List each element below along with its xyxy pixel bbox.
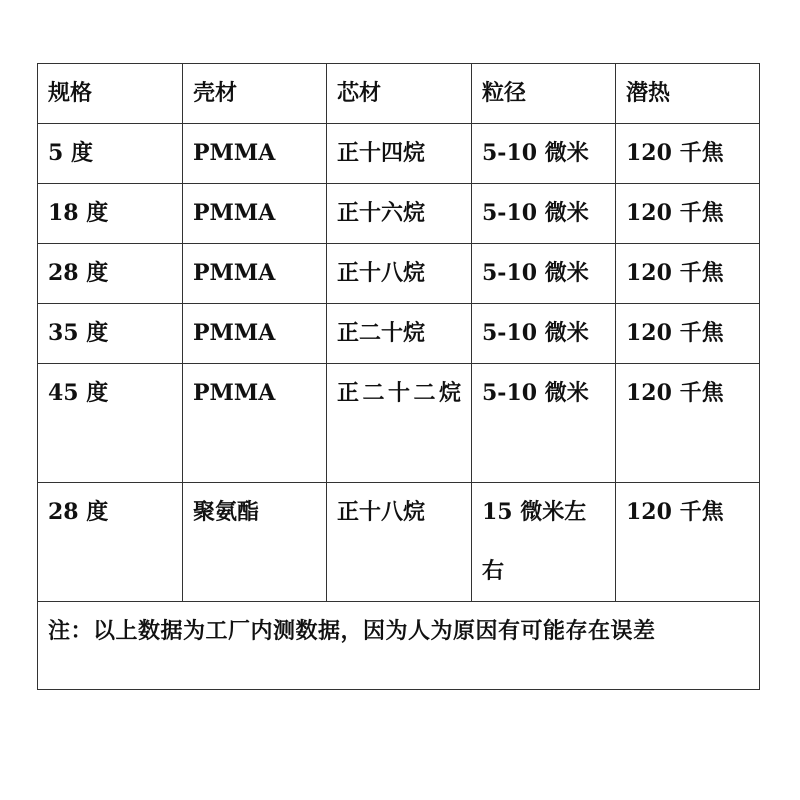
table-row [38, 124, 760, 184]
note-row [38, 602, 760, 690]
cell-spec: 45 度 [38, 364, 183, 483]
cell-core: 正二十烷 [327, 304, 472, 364]
cell-size: 5-10 微米 [472, 244, 616, 304]
cell-core: 正十六烷 [327, 184, 472, 244]
cell-heat: 120 千焦 [616, 244, 760, 304]
spec-table [37, 63, 760, 690]
cell-shell: PMMA [183, 124, 327, 184]
cell-core: 正十八烷 [327, 483, 472, 602]
cell-shell: PMMA [183, 364, 327, 483]
header-core-material: 芯材 [327, 64, 472, 124]
table-note: 注：以上数据为工厂内测数据，因为人为原因有可能存在误差 [38, 602, 760, 690]
header-shell-material: 壳材 [183, 64, 327, 124]
cell-size: 5-10 微米 [472, 304, 616, 364]
cell-shell: PMMA [183, 304, 327, 364]
cell-shell: 聚氨酯 [183, 483, 327, 602]
spec-table-container [37, 63, 759, 690]
cell-heat: 120 千焦 [616, 184, 760, 244]
cell-heat: 120 千焦 [616, 124, 760, 184]
cell-heat: 120 千焦 [616, 304, 760, 364]
cell-heat: 120 千焦 [616, 483, 760, 602]
cell-size: 5-10 微米 [472, 184, 616, 244]
cell-spec: 18 度 [38, 184, 183, 244]
table-row [38, 304, 760, 364]
header-particle-size: 粒径 [472, 64, 616, 124]
table-row [38, 184, 760, 244]
cell-spec: 28 度 [38, 483, 183, 602]
cell-core: 正十四烷 [327, 124, 472, 184]
header-latent-heat: 潜热 [616, 64, 760, 124]
cell-core: 正二十二烷 [327, 364, 472, 483]
cell-spec: 5 度 [38, 124, 183, 184]
cell-spec: 35 度 [38, 304, 183, 364]
cell-shell: PMMA [183, 184, 327, 244]
cell-core: 正十八烷 [327, 244, 472, 304]
cell-spec: 28 度 [38, 244, 183, 304]
cell-size: 15 微米左右 [472, 483, 616, 602]
table-row [38, 483, 760, 602]
header-row [38, 64, 760, 124]
table-row [38, 364, 760, 483]
table-row [38, 244, 760, 304]
cell-size: 5-10 微米 [472, 124, 616, 184]
cell-shell: PMMA [183, 244, 327, 304]
header-spec: 规格 [38, 64, 183, 124]
cell-heat: 120 千焦 [616, 364, 760, 483]
cell-size: 5-10 微米 [472, 364, 616, 483]
